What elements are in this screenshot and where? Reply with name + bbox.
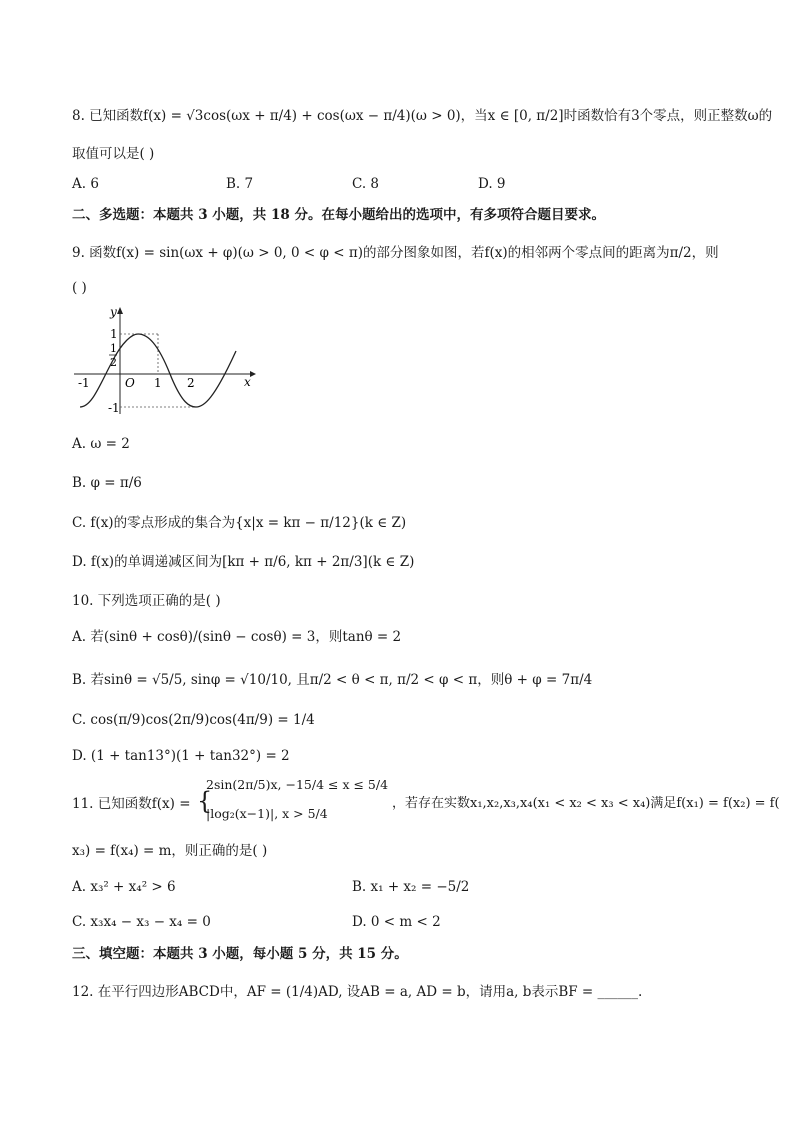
q9-graph-tick-1: 1 [110, 327, 118, 341]
q9-option-d: D. f(x)的单调递减区间为[kπ + π/6, kπ + 2π/3](k ∈ Z) [72, 554, 415, 570]
q9-option-a: A. ω = 2 [72, 436, 130, 452]
q11-option-b: B. x₁ + x₂ = −5/2 [352, 879, 470, 895]
q10-option-b: B. 若sinθ = √5/5, sinφ = √10/10, 且π/2 < θ < π, π/2 < φ < π，则θ + φ = 7π/4 [72, 672, 593, 688]
q8-option-b: B. 7 [226, 176, 254, 192]
q9-graph-tick-half-den: 2 [110, 356, 117, 369]
q9-option-b: B. φ = π/6 [72, 475, 142, 491]
q9-graph-tick-x1: 1 [154, 376, 162, 390]
q9-graph-tick-x2: 2 [187, 376, 195, 390]
q8-stem-line2: 取值可以是( ) [72, 146, 155, 162]
q11-piece-1: 2sin(2π/5)x, −15/4 ≤ x ≤ 5/4 [206, 777, 389, 792]
q9-function-graph [70, 304, 260, 416]
q9-option-c: C. f(x)的零点形成的集合为{x|x = kπ − π/12}(k ∈ Z) [72, 515, 407, 531]
q12-stem: 12. 在平行四边形ABCD中，AF = (1/4)AD, 设AB = a, AD = b，请用a, b表示BF = ______. [72, 984, 643, 1000]
q11-option-c: C. x₃x₄ − x₃ − x₄ = 0 [72, 914, 211, 930]
q9-graph-x-label: x [244, 375, 251, 389]
q8-option-c: C. 8 [352, 176, 380, 192]
q9-graph-origin: O [125, 376, 135, 390]
q9-graph-y-label: y [110, 305, 117, 319]
q11-stem-line2: x₃) = f(x₄) = m，则正确的是( ) [72, 843, 268, 859]
q11-stem-suffix: ，若存在实数x₁,x₂,x₃,x₄(x₁ < x₂ < x₃ < x₄)满足f(x₁) = f(x₂) = f( [392, 796, 780, 811]
q10-option-d: D. (1 + tan13°)(1 + tan32°) = 2 [72, 748, 290, 764]
q9-stem-line2: ( ) [72, 280, 87, 296]
q10-option-c: C. cos(π/9)cos(2π/9)cos(4π/9) = 1/4 [72, 712, 315, 728]
q8-stem-line1: 8. 已知函数f(x) = √3cos(ωx + π/4) + cos(ωx − π/4)(ω > 0)，当x ∈ [0, π/2]时函数恰有3个零点，则正整数ω的 [72, 108, 773, 124]
q11-option-d: D. 0 < m < 2 [352, 914, 441, 930]
section-3-header: 三、填空题：本题共 3 小题，每小题 5 分，共 15 分。 [72, 946, 408, 962]
q9-graph-tick-neg1-x: -1 [78, 376, 90, 390]
q11-brace: { [197, 787, 213, 815]
q10-option-a: A. 若(sinθ + cosθ)/(sinθ − cosθ) = 3，则tanθ = 2 [72, 629, 402, 645]
q9-stem-line1: 9. 函数f(x) = sin(ωx + φ)(ω > 0, 0 < φ < π)的部分图象如图，若f(x)的相邻两个零点间的距离为π/2，则 [72, 245, 719, 261]
q10-stem: 10. 下列选项正确的是( ) [72, 593, 221, 609]
q8-option-d: D. 9 [478, 176, 506, 192]
q11-option-a: A. x₃² + x₄² > 6 [72, 879, 176, 895]
q9-graph-tick-neg1-y: -1 [108, 401, 120, 415]
q9-graph-tick-half-num: 1 [110, 342, 117, 355]
q8-option-a: A. 6 [72, 176, 99, 192]
q11-stem-prefix: 11. 已知函数f(x) = [72, 796, 191, 812]
section-2-header: 二、多选题：本题共 3 小题，共 18 分。在每小题给出的选项中，有多项符合题目要求。 [72, 207, 605, 223]
q11-piece-2: |log₂(x−1)|, x > 5/4 [206, 806, 328, 821]
